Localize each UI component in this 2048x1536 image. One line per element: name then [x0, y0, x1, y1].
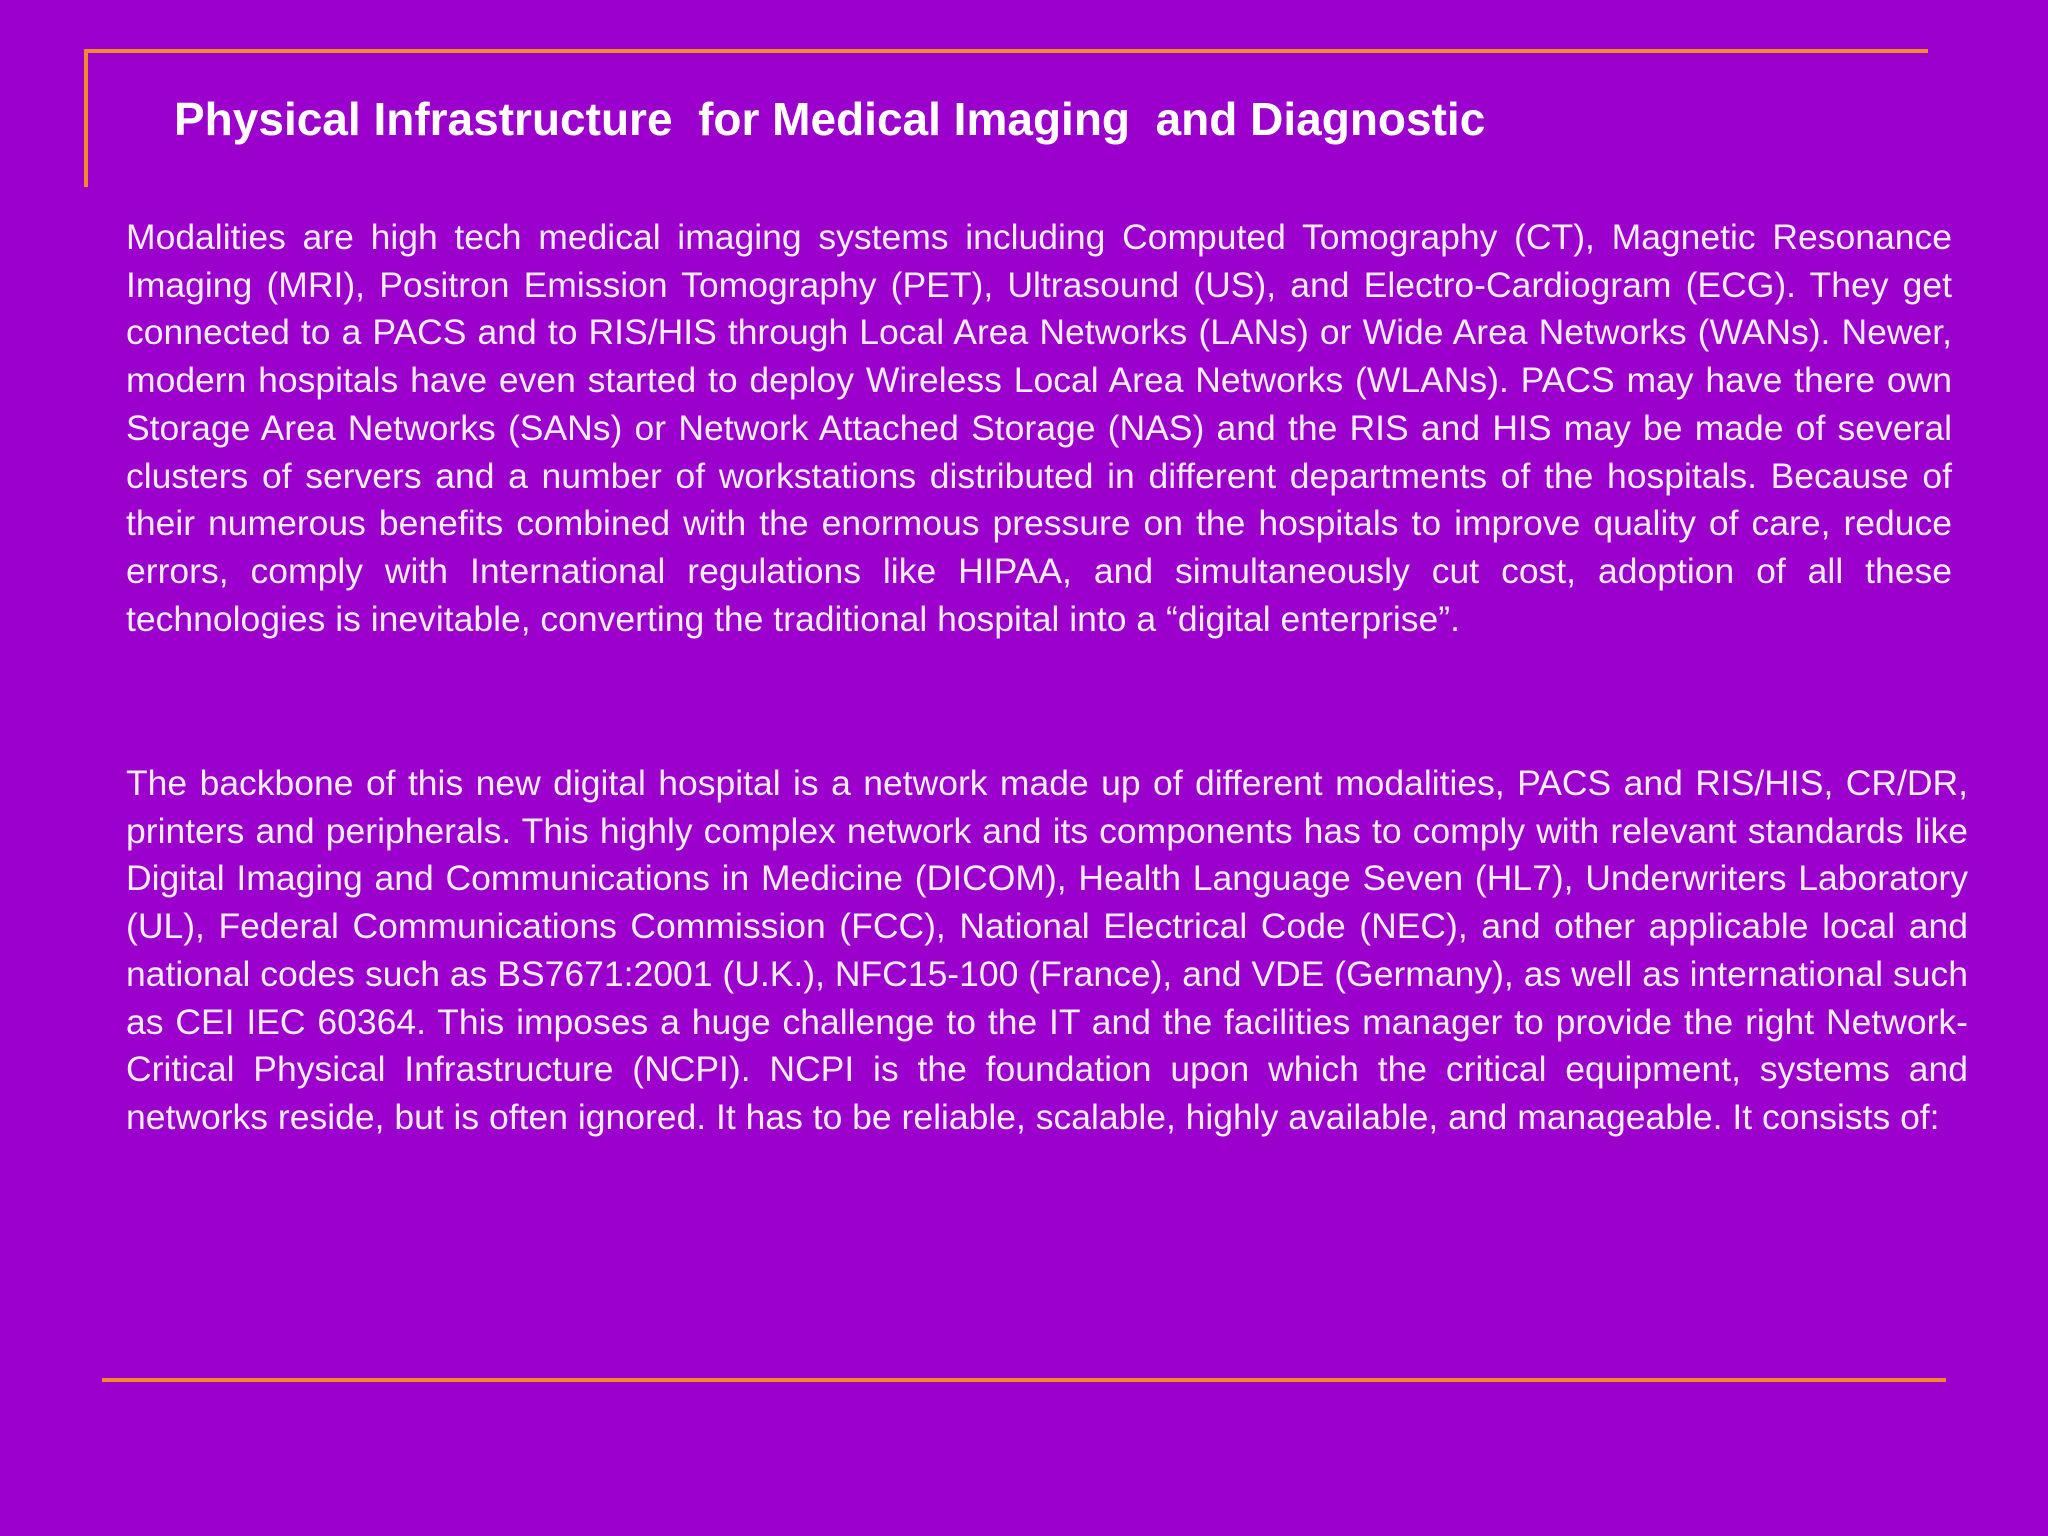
title-frame-top-line — [84, 49, 1928, 53]
title-frame-left-line — [84, 49, 88, 187]
slide-title: Physical Infrastructure for Medical Imaging and Diagnostic — [174, 93, 1486, 145]
footer-divider-line — [102, 1378, 1946, 1382]
body-paragraph-modalities: Modalities are high tech medical imaging systems including Computed Tomography (CT), Magnetic Resonance Imaging (MRI), Positron Emission Tomography (PET), Ultrasound (US), and Electro-Cardiogram (ECG). They get connected to a PACS and to RIS/HIS through Local Area Networks (LANs) or Wide Area Networks (WANs). Newer, modern hospitals have even started to deploy Wireless Local Area Networks (WLANs). PACS may have there own Storage Area Networks (SANs) or Network Attached Storage (NAS) and the RIS and HIS may be made of several clusters of servers and a number of workstations distributed in different departments of the hospitals. Because of their numerous benefits combined with the enormous pressure on the hospitals to improve quality of care, reduce errors, comply with International regulations like HIPAA, and simultaneously cut cost, adoption of all these technologies is inevitable, converting the traditional hospital into a “digital enterprise”. — [126, 217, 1952, 639]
body-paragraph-backbone: The backbone of this new digital hospital is a network made up of different modalities, PACS and RIS/HIS, CR/DR, printers and peripherals. This highly complex network and its components has to comply with relevant standards like Digital Imaging and Communications in Medicine (DICOM), Health Language Seven (HL7), Underwriters Laboratory (UL), Federal Communications Commission (FCC), National Electrical Code (NEC), and other applicable local and national codes such as BS7671:2001 (U.K.), NFC15-100 (France), and VDE (Germany), as well as international such as CEI IEC 60364. This imposes a huge challenge to the IT and the facilities manager to provide the right Network-Critical Physical Infrastructure (NCPI). NCPI is the foundation upon which the critical equipment, systems and networks reside, but is often ignored. It has to be reliable, scalable, highly available, and manageable. It consists of: — [126, 763, 1968, 1137]
